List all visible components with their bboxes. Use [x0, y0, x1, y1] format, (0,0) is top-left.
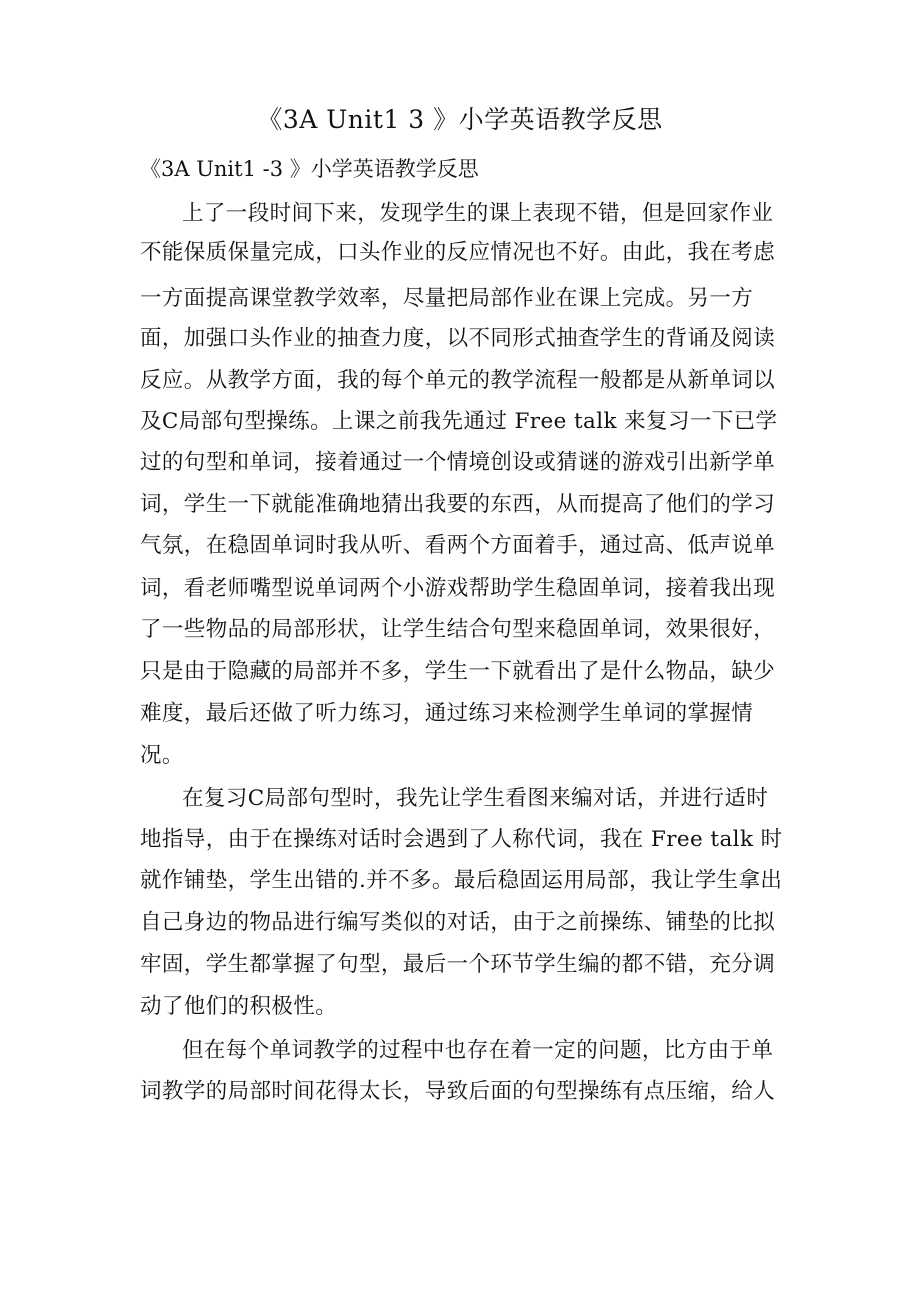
paragraph-line: 动了他们的积极性。 — [140, 994, 338, 1019]
paragraph-line: 一方面提高课堂教学效率，尽量把局部作业在课上完成。另一方 — [140, 286, 754, 311]
paragraph-line: 词，看老师嘴型说单词两个小游戏帮助学生稳固单词，接着我出现 — [140, 576, 776, 601]
paragraph-line: 气氛，在稳固单词时我从听、看两个方面着手，通过高、低声说单 — [140, 533, 776, 558]
paragraph-line: 地指导，由于在操练对话时会遇到了人称代词，我在 Free talk 时 — [140, 827, 783, 852]
paragraph-line: 词，学生一下就能准确地猜出我要的东西，从而提高了他们的学习 — [140, 492, 776, 517]
paragraph-line: 牢固，学生都掌握了句型，最后一个环节学生编的都不错，充分调 — [140, 952, 776, 977]
paragraph-line: 况。 — [140, 743, 184, 768]
paragraph-line: 词教学的局部时间花得太长，导致后面的句型操练有点压缩，给人 — [140, 1079, 776, 1104]
paragraph-line: 上了一段时间下来，发现学生的课上表现不错，但是回家作业 — [182, 201, 774, 226]
paragraph-line: 自己身边的物品进行编写类似的对话，由于之前操练、铺垫的比拟 — [140, 910, 776, 935]
paragraph-line: 只是由于隐藏的局部并不多，学生一下就看出了是什么物品，缺少 — [140, 659, 776, 684]
paragraph-line: 在复习C局部句型时，我先让学生看图来编对话，并进行适时 — [182, 786, 769, 811]
paragraph-line: 反应。从教学方面，我的每个单元的教学流程一般都是从新单词以 — [140, 368, 776, 393]
paragraph-line: 但在每个单词教学的过程中也存在着一定的问题，比方由于单 — [182, 1038, 774, 1063]
paragraph-line: 及C局部句型操练。上课之前我先通过 Free talk 来复习一下已学 — [140, 409, 778, 434]
paragraph-line: 过的句型和单词，接着通过一个情境创设或猜谜的游戏引出新学单 — [140, 450, 776, 475]
document-subtitle: 《3A Unit1 -3 》小学英语教学反思 — [140, 157, 479, 181]
paragraph-line: 不能保质保量完成，口头作业的反应情况也不好。由此，我在考虑 — [140, 240, 776, 265]
paragraph-line: 了一些物品的局部形状，让学生结合句型来稳固单词，效果很好， — [140, 617, 776, 642]
paragraph-line: 就作铺垫，学生出错的.并不多。最后稳固运用局部，我让学生拿出 — [140, 868, 783, 893]
paragraph-line: 面，加强口头作业的抽查力度，以不同形式抽查学生的背诵及阅读 — [140, 326, 776, 351]
paragraph-line: 难度，最后还做了听力练习，通过练习来检测学生单词的掌握情 — [140, 701, 754, 726]
document-title: 《3A Unit1 3 》小学英语教学反思 — [257, 105, 663, 134]
